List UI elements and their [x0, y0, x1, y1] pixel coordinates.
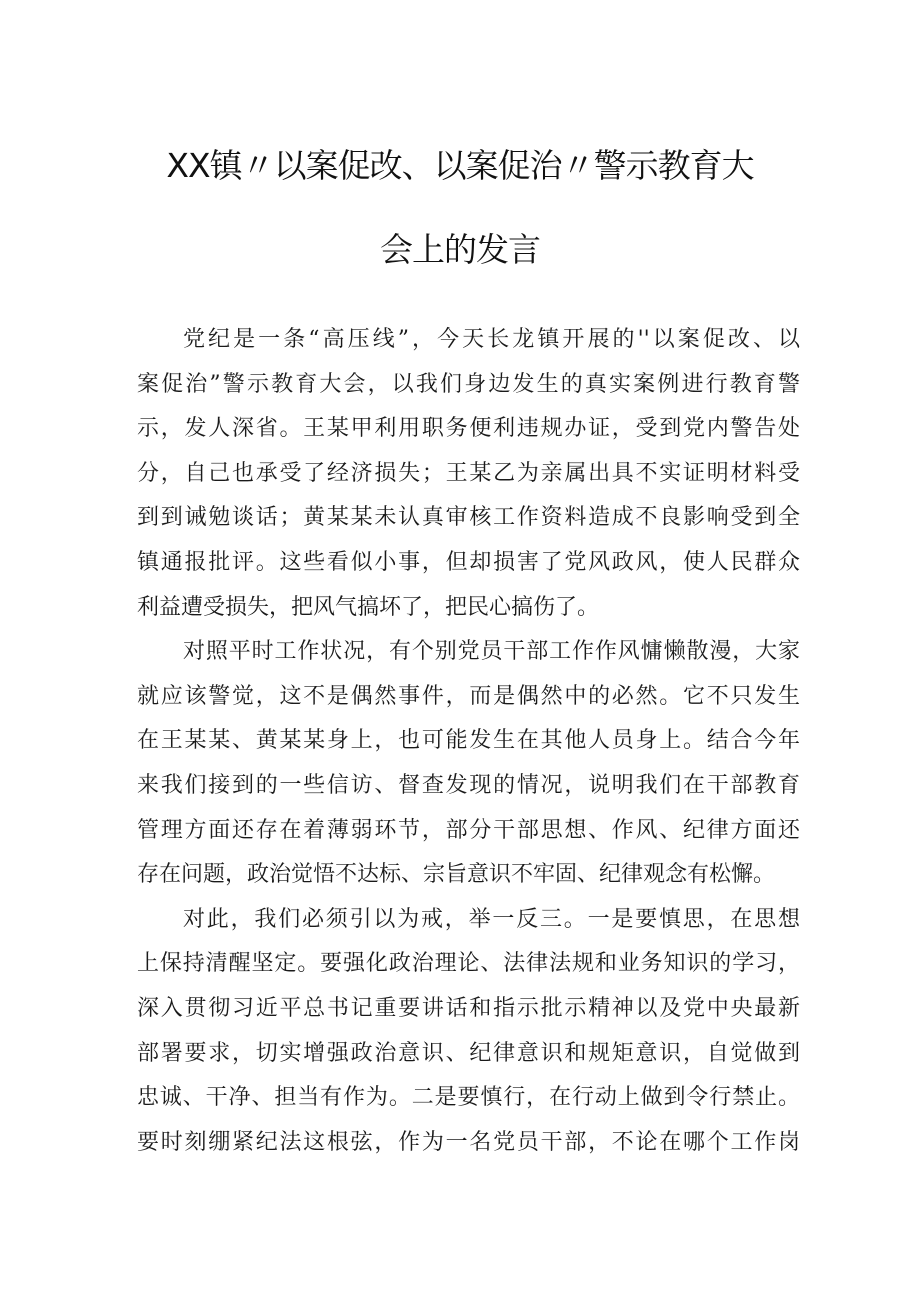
- text-line: 在王某某、黄某某身上，也可能发生在其他人员身上。结合今年: [137, 728, 800, 754]
- text-line: 分，自己也承受了经济损失；王某乙为亲属出具不实证明材料受: [137, 460, 800, 486]
- text-line: 管理方面还存在着薄弱环节，部分干部思想、作风、纪律方面还: [137, 817, 800, 843]
- text-line: 部署要求，切实增强政治意识、纪律意识和规矩意识，自觉做到: [137, 1040, 800, 1066]
- paragraph-2: [137, 630, 800, 898]
- text-line: 案促治”警示教育大会，以我们身边发生的真实案例进行教育警: [137, 371, 800, 397]
- text-line: 深入贯彻习近平总书记重要讲话和指示批示精神以及党中央最新: [137, 995, 800, 1021]
- document-title-line-2: 会上的发言: [380, 230, 540, 269]
- text-line: 忠诚、干净、担当有作为。二是要慎行，在行动上做到令行禁止。: [137, 1085, 800, 1111]
- text-line: 对照平时工作状况，有个别党员干部工作作风慵懒散漫，大家: [183, 639, 800, 665]
- text-line: 对此，我们必须引以为戒，举一反三。一是要慎思，在思想: [183, 906, 800, 932]
- text-line: 镇通报批评。这些看似小事，但却损害了党风政风，使人民群众: [137, 549, 800, 575]
- text-line: 到到诫勉谈话；黄某某未认真审核工作资料造成不良影响受到全: [137, 505, 800, 531]
- text-line: 党纪是一条“高压线”，今天长龙镇开展的''以案促改、以: [183, 327, 800, 352]
- text-line: 来我们接到的一些信访、督查发现的情况，说明我们在干部教育: [137, 772, 800, 798]
- document-body: [137, 318, 800, 1165]
- paragraph-1: [137, 318, 800, 630]
- document-title-line-1: XX镇〃以案促改、以案促治〃警示教育大: [166, 146, 754, 185]
- text-line: 存在问题，政治觉悟不达标、宗旨意识不牢固、纪律观念有松懈。: [137, 862, 776, 888]
- text-line: 利益遭受损失，把风气搞坏了，把民心搞伤了。: [137, 594, 600, 620]
- text-line: 要时刻绷紧纪法这根弦，作为一名党员干部，不论在哪个工作岗: [137, 1129, 800, 1155]
- paragraph-3: [137, 898, 800, 1166]
- text-line: 上保持清醒坚定。要强化政治理论、法律法规和业务知识的学习，: [137, 951, 800, 977]
- text-line: 就应该警觉，这不是偶然事件，而是偶然中的必然。它不只发生: [137, 683, 800, 709]
- text-line: 示，发人深省。王某甲利用职务便利违规办证，受到党内警告处: [137, 416, 800, 442]
